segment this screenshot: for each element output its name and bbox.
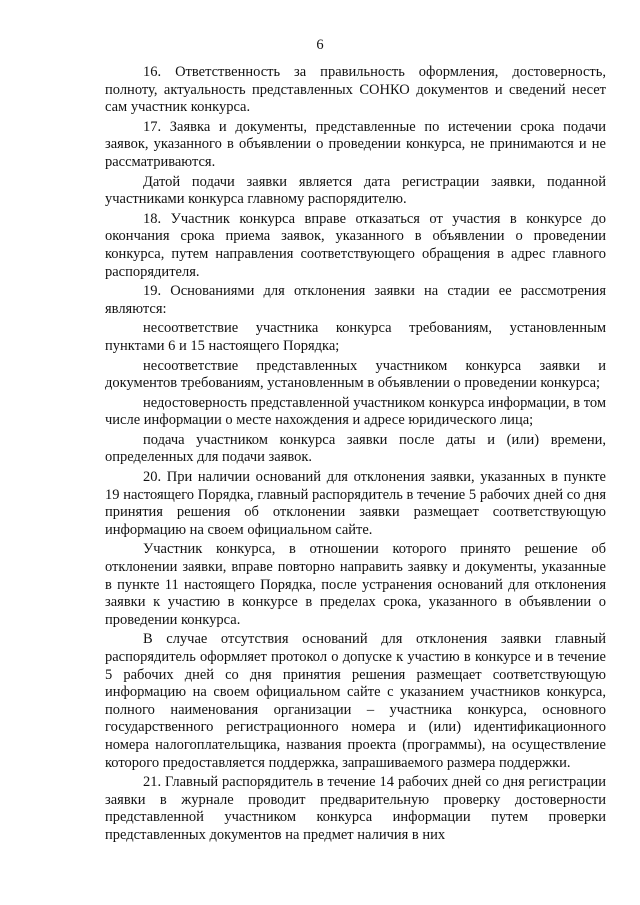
paragraph-19: 19. Основаниями для отклонения заявки на стадии ее рассмотрения являются:	[105, 283, 606, 317]
paragraph-17-date: Датой подачи заявки является дата регистрации заявки, поданной участниками конкурса главному распорядителю.	[105, 173, 606, 208]
page-number: 6	[316, 37, 324, 53]
paragraph-19-item-2: несоответствие представленных участником конкурса заявки и документов требованиям, установленным в объявлении о проведении конкурса;	[105, 357, 606, 392]
paragraph-19-item-4: подача участником конкурса заявки после даты и (или) времени, определенных для подачи заявок.	[105, 431, 606, 466]
paragraph-18: 18. Участник конкурса вправе отказаться от участия в конкурсе до окончания срока приема заявок, указанного в объявлении о проведении конкурса, путем направления соответствующего обращения в адрес главного распорядителя.	[105, 210, 606, 280]
paragraph-16: 16. Ответственность за правильность оформления, достоверность, полноту, актуальность представленных СОНКО документов и сведений несет сам участник конкурса.	[105, 64, 606, 116]
paragraph-19-item-1: несоответствие участника конкурса требованиям, установленным пунктами 6 и 15 настоящего Порядка;	[105, 320, 606, 354]
paragraph-20-resubmit: Участник конкурса, в отношении которого принято решение об отклонении заявки, вправе повторно направить заявку и документы, указанные в пункте 11 настоящего Порядка, после устранения оснований для отклонения заявки к участию в конкурсе в пределах срока, указанного в объявлении о проведении конкурса.	[105, 541, 606, 628]
paragraph-20-admission: В случае отсутствия оснований для отклонения заявки главный распорядитель оформляет протокол о допуске к участию в конкурсе и в течение 5 рабочих дней со дня принятия решения размещает соответствующую информацию на своем официальном сайте с указанием участников конкурса, полного наименования организации – участника конкурса, основного государственного регистрационного номера и (или) идентификационного номера налогоплательщика, названия проекта (программы), на осуществление которого предоставляется поддержка, запрашиваемого размера поддержки.	[105, 631, 606, 771]
paragraph-17: 17. Заявка и документы, представленные по истечении срока подачи заявок, указанного в объявлении о проведении конкурса, не принимаются и не рассматриваются.	[105, 118, 606, 170]
paragraph-20: 20. При наличии оснований для отклонения заявки, указанных в пункте 19 настоящего Порядка, главный распорядитель в течение 5 рабочих дней со дня принятия решения об отклонении заявки размещает соответствующую информацию на своем официальном сайте.	[105, 469, 606, 538]
paragraph-19-item-3: недостоверность представленной участником конкурса информации, в том числе информации о месте нахождения и адресе юридического лица;	[105, 394, 606, 429]
document-body	[105, 64, 606, 845]
paragraph-21: 21. Главный распорядитель в течение 14 рабочих дней со дня регистрации заявки в журнале проводит предварительную проверку достоверности представленной участником конкурса информации путем проверки представленных документов на предмет наличия в них	[105, 774, 606, 843]
